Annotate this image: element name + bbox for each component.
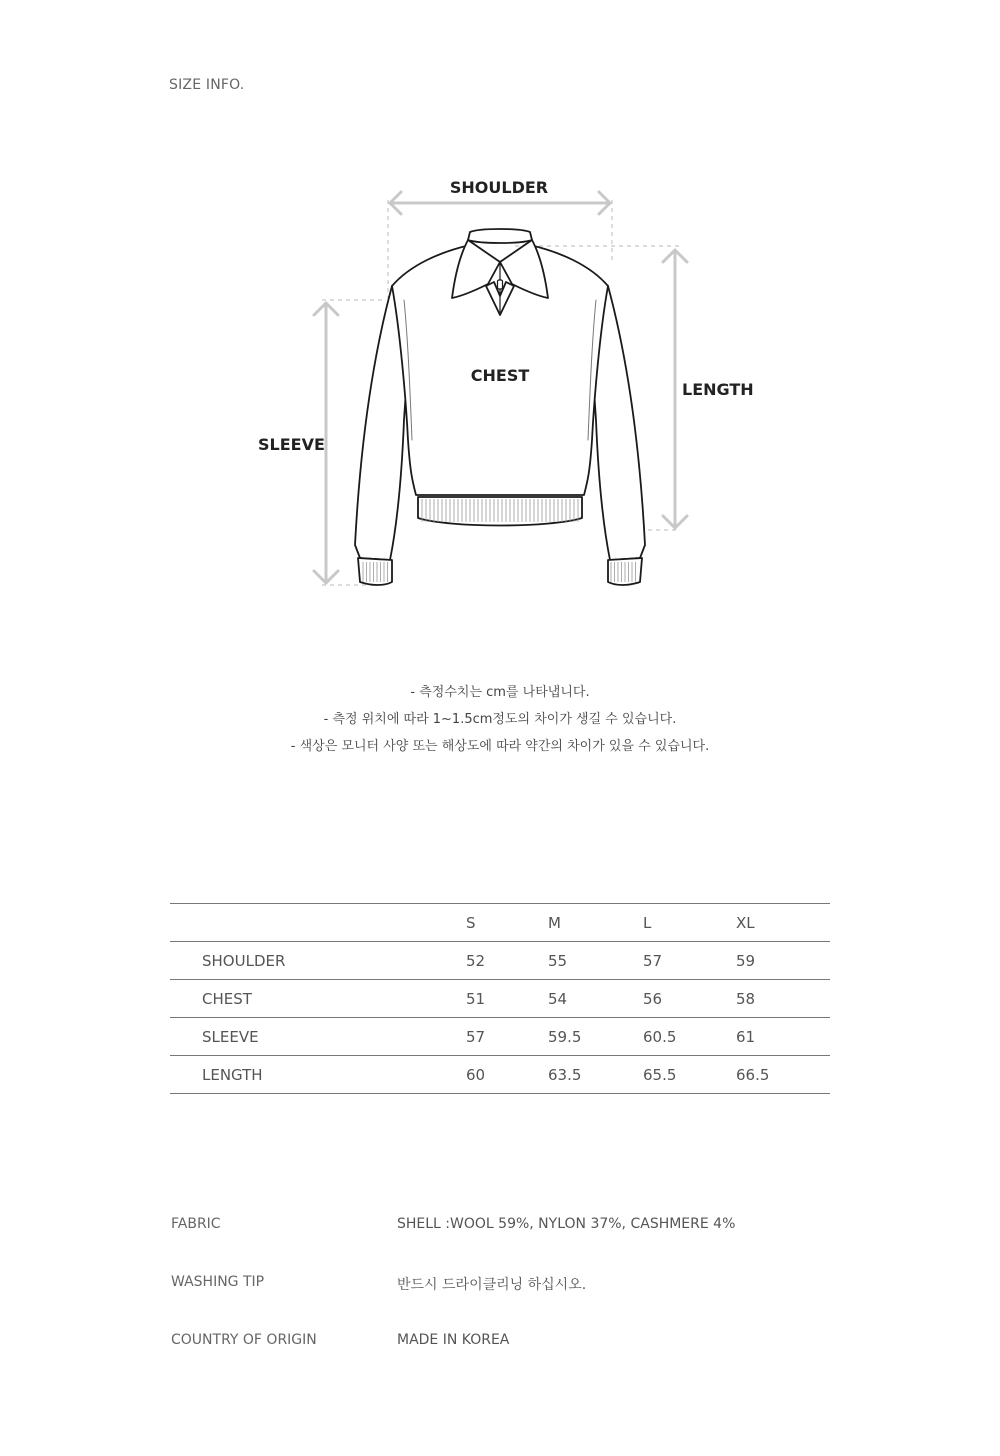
note-line: - 측정수치는 cm를 나타냅니다. (410, 685, 590, 700)
info-value: MADE IN KOREA (397, 1332, 510, 1348)
sweater-illustration (355, 229, 645, 585)
row-label: SLEEVE (170, 1018, 466, 1056)
cell-value: 58 (736, 980, 830, 1018)
row-label: SHOULDER (170, 942, 466, 980)
cell-value: 57 (466, 1018, 548, 1056)
cell-value: 61 (736, 1018, 830, 1056)
measurement-notes (0, 679, 1000, 760)
cell-value: 57 (643, 942, 736, 980)
cell-value: 65.5 (643, 1056, 736, 1094)
note-line: - 측정 위치에 따라 1~1.5cm정도의 차이가 생길 수 있습니다. (323, 712, 677, 727)
cell-value: 59.5 (548, 1018, 643, 1056)
cell-value: 55 (548, 942, 643, 980)
header-cell-m: M (548, 904, 643, 942)
row-label: LENGTH (170, 1056, 466, 1094)
cell-value: 60 (466, 1056, 548, 1094)
cell-value: 63.5 (548, 1056, 643, 1094)
table-header-row (170, 904, 830, 942)
cell-value: 52 (466, 942, 548, 980)
header-cell-s: S (466, 904, 548, 942)
cell-value: 66.5 (736, 1056, 830, 1094)
section-title: SIZE INFO. (169, 77, 245, 93)
length-label: LENGTH (682, 380, 754, 399)
table-row (170, 980, 830, 1018)
cell-value: 59 (736, 942, 830, 980)
info-key: COUNTRY OF ORIGIN (171, 1332, 317, 1348)
header-cell-l: L (643, 904, 736, 942)
table-row (170, 1056, 830, 1094)
info-value: 반드시 드라이클리닝 하십시오. (397, 1277, 587, 1293)
note-line: - 색상은 모니터 사양 또는 해상도에 따라 약간의 차이가 있을 수 있습니다. (290, 739, 710, 754)
size-table (170, 903, 830, 1094)
table-row (170, 942, 830, 980)
sleeve-label: SLEEVE (258, 435, 325, 454)
header-cell (170, 904, 466, 942)
info-key: WASHING TIP (171, 1274, 265, 1290)
table-row (170, 1018, 830, 1056)
row-label: CHEST (170, 980, 466, 1018)
cell-value: 56 (643, 980, 736, 1018)
cell-value: 54 (548, 980, 643, 1018)
cell-value: 51 (466, 980, 548, 1018)
chest-label: CHEST (470, 366, 530, 385)
shoulder-label: SHOULDER (449, 178, 549, 197)
sweater-size-diagram (0, 0, 1000, 640)
info-value: SHELL :WOOL 59%, NYLON 37%, CASHMERE 4% (397, 1216, 736, 1232)
cell-value: 60.5 (643, 1018, 736, 1056)
info-key: FABRIC (171, 1216, 221, 1232)
header-cell-xl: XL (736, 904, 830, 942)
